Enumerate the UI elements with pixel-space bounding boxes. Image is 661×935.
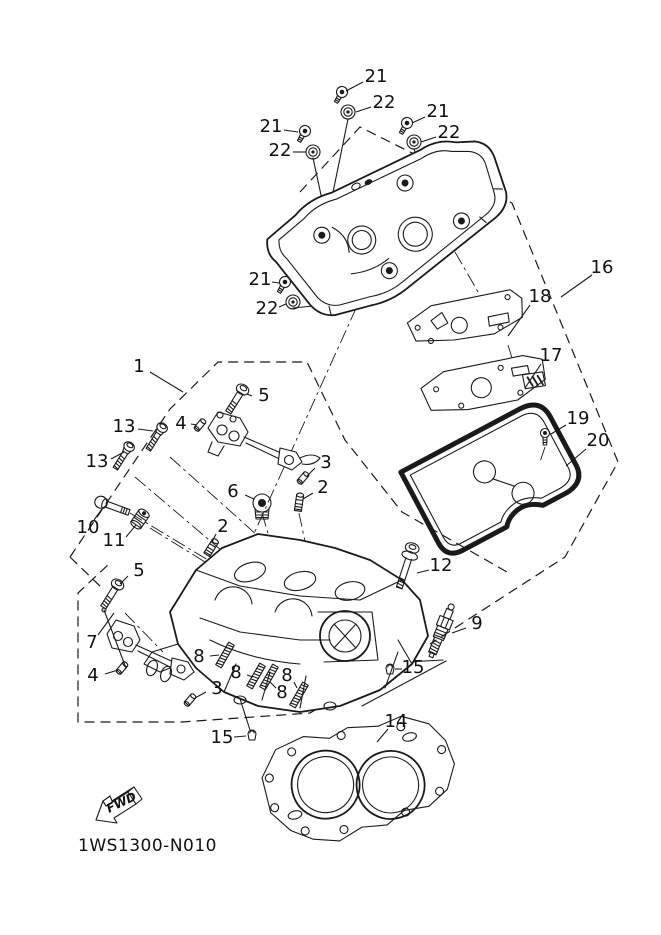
part-callout-22: [269, 140, 306, 161]
part-number-label: 5: [133, 560, 145, 581]
head-gasket-14: [255, 703, 466, 856]
part-number-label: 22: [437, 122, 461, 143]
part-callout-20: [566, 430, 609, 466]
grommet-22-d: [286, 295, 300, 309]
part-number-label: 10: [76, 517, 100, 538]
part-number-label: 22: [268, 140, 292, 161]
bolt-21-b: [396, 115, 414, 136]
bolt-13-b: [111, 440, 136, 472]
baffle-plate-18: [405, 276, 530, 361]
bolt-21-a: [331, 84, 349, 105]
part-callout-21: [412, 101, 449, 123]
part-number-code: 1WS1300-N010: [78, 836, 217, 856]
part-number-label: 8: [276, 682, 288, 703]
cam-cap-assembly-upper: [208, 412, 320, 470]
part-number-label: 21: [259, 116, 283, 137]
part-callout-22: [421, 122, 460, 143]
part-number-label: 3: [320, 452, 332, 473]
baffle-plate-17: [418, 338, 552, 429]
part-number-label: 7: [86, 632, 98, 653]
bolt-5-a: [223, 382, 251, 416]
part-number-label: 20: [586, 430, 610, 451]
part-number-label: 19: [566, 408, 590, 429]
part-callout-5: [247, 385, 270, 406]
part-number-label: 4: [175, 413, 187, 434]
part-callout-2: [303, 477, 329, 499]
part-number-label: 14: [384, 711, 408, 732]
part-number-label: 6: [227, 481, 239, 502]
fwd-label: FWD: [104, 789, 139, 816]
part-callout-5: [120, 560, 145, 584]
part-callout-15: [211, 727, 246, 748]
part-number-label: 15: [210, 727, 234, 748]
part-number-label: 21: [364, 66, 388, 87]
dowel-3-b: [183, 693, 196, 707]
dowel-3-a: [296, 471, 309, 485]
part-number-label: 21: [426, 101, 450, 122]
grommet-22-b: [407, 135, 421, 149]
part-number-label: 17: [539, 345, 563, 366]
part-number-label: 13: [85, 451, 109, 472]
part-number-label: 2: [217, 516, 229, 537]
dowel-4-b: [115, 661, 128, 675]
part-number-label: 1: [133, 356, 145, 377]
part-callout-4: [175, 413, 197, 434]
part-callout-12: [417, 555, 452, 576]
part-number-label: 18: [528, 286, 552, 307]
part-callout-1: [133, 356, 183, 392]
part-callout-22: [356, 92, 395, 113]
part-number-label: 12: [429, 555, 453, 576]
part-number-label: 21: [248, 269, 272, 290]
dowel-15-a: [248, 730, 256, 740]
part-number-label: 15: [401, 657, 425, 678]
part-number-label: 8: [230, 662, 242, 683]
bolt-13-a: [144, 421, 169, 453]
fwd-arrow: [96, 787, 142, 823]
part-number-label: 22: [255, 298, 279, 319]
part-callout-13: [113, 416, 153, 437]
part-number-label: 4: [87, 665, 99, 686]
bolt-21-c: [294, 123, 312, 144]
bolt-19: [541, 429, 550, 446]
part-callout-21: [260, 116, 298, 137]
part-number-label: 5: [258, 385, 270, 406]
part-callout-22: [256, 298, 286, 319]
part-callout-3: [195, 678, 223, 699]
part-callout-2: [212, 516, 229, 542]
part-callout-10: [77, 509, 102, 538]
part-callout-11: [103, 525, 136, 551]
part-callout-4: [87, 665, 118, 686]
part-callout-16: [561, 257, 613, 297]
cover-gasket-20: [401, 398, 587, 559]
part-callout-21: [249, 269, 279, 290]
part-number-label: 9: [471, 613, 483, 634]
grommet-22-c: [306, 145, 320, 159]
plug-6: [253, 494, 271, 519]
part-callout-6: [227, 481, 254, 502]
part-number-label: 16: [590, 257, 614, 278]
part-callout-9: [452, 613, 483, 634]
part-number-label: 8: [193, 646, 205, 667]
spacer-2-b: [294, 493, 303, 512]
part-callout-19: [551, 408, 589, 434]
part-number-label: 22: [372, 92, 396, 113]
part-number-label: 2: [317, 477, 329, 498]
part-number-label: 11: [102, 530, 126, 551]
part-number-label: 13: [112, 416, 136, 437]
part-number-label: 3: [211, 678, 223, 699]
part-callout-21: [346, 66, 387, 91]
grommet-22-a: [341, 105, 355, 119]
spark-plug-9: [424, 602, 458, 660]
part-number-label: 8: [281, 665, 293, 686]
